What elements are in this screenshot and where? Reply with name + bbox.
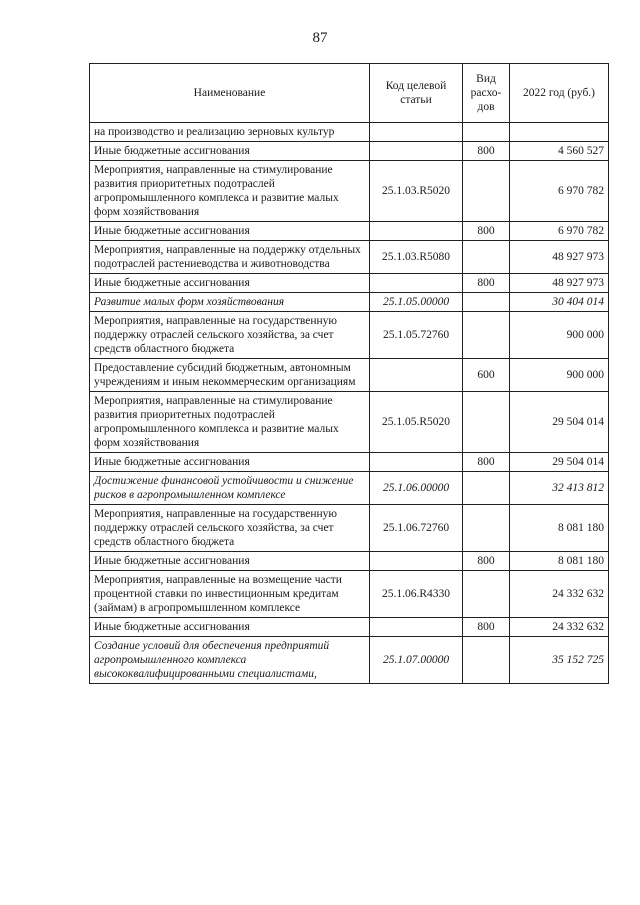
cell-vid: 800	[463, 618, 510, 637]
cell-code: 25.1.06.R4330	[370, 571, 463, 618]
cell-vid	[463, 312, 510, 359]
cell-sum: 35 152 725	[510, 637, 609, 684]
cell-vid: 800	[463, 274, 510, 293]
cell-sum: 8 081 180	[510, 505, 609, 552]
cell-sum: 6 970 782	[510, 222, 609, 241]
cell-code: 25.1.03.R5080	[370, 241, 463, 274]
table-row	[90, 505, 609, 552]
table-row	[90, 453, 609, 472]
cell-code	[370, 142, 463, 161]
table-row	[90, 618, 609, 637]
cell-sum: 900 000	[510, 312, 609, 359]
cell-code	[370, 274, 463, 293]
cell-name: Мероприятия, направленные на поддержку отдельных подотраслей растениеводства и животноводства	[90, 241, 370, 274]
cell-sum: 48 927 973	[510, 241, 609, 274]
table-row	[90, 392, 609, 453]
cell-vid	[463, 123, 510, 142]
cell-name: Достижение финансовой устойчивости и снижение рисков в агропромышленном комплексе	[90, 472, 370, 505]
table-row	[90, 472, 609, 505]
cell-vid	[463, 505, 510, 552]
cell-code	[370, 618, 463, 637]
page-number: 87	[312, 30, 328, 46]
budget-table	[89, 63, 609, 684]
cell-code	[370, 222, 463, 241]
header-name: Наименование	[90, 64, 370, 123]
cell-code: 25.1.06.00000	[370, 472, 463, 505]
cell-sum: 4 560 527	[510, 142, 609, 161]
cell-name: Мероприятия, направленные на стимулирование развития приоритетных подотраслей агропромышленного комплекса и развитие малых форм хозяйствования	[90, 161, 370, 222]
table-row	[90, 241, 609, 274]
cell-sum: 8 081 180	[510, 552, 609, 571]
cell-name: Иные бюджетные ассигнования	[90, 552, 370, 571]
table-row	[90, 222, 609, 241]
cell-sum: 900 000	[510, 359, 609, 392]
table-row	[90, 161, 609, 222]
cell-vid	[463, 571, 510, 618]
cell-name: Мероприятия, направленные на стимулирование развития приоритетных подотраслей агропромышленного комплекса и развитие малых форм хозяйствования	[90, 392, 370, 453]
cell-sum: 6 970 782	[510, 161, 609, 222]
table-row	[90, 637, 609, 684]
cell-code	[370, 123, 463, 142]
table-row	[90, 274, 609, 293]
cell-sum: 32 413 812	[510, 472, 609, 505]
cell-vid: 800	[463, 453, 510, 472]
cell-vid	[463, 392, 510, 453]
cell-sum: 24 332 632	[510, 571, 609, 618]
header-sum: 2022 год (руб.)	[510, 64, 609, 123]
table-row	[90, 552, 609, 571]
header-vid: Вид расхо-дов	[463, 64, 510, 123]
cell-name: Иные бюджетные ассигнования	[90, 222, 370, 241]
cell-vid	[463, 637, 510, 684]
cell-code: 25.1.03.R5020	[370, 161, 463, 222]
cell-vid	[463, 472, 510, 505]
table-row	[90, 142, 609, 161]
table-row	[90, 123, 609, 142]
cell-code: 25.1.06.72760	[370, 505, 463, 552]
cell-vid: 600	[463, 359, 510, 392]
table-row	[90, 312, 609, 359]
cell-name: Развитие малых форм хозяйствования	[90, 293, 370, 312]
cell-name: Иные бюджетные ассигнования	[90, 618, 370, 637]
cell-code: 25.1.05.R5020	[370, 392, 463, 453]
cell-name: Предоставление субсидий бюджетным, автономным учреждениям и иным некоммерческим организациям	[90, 359, 370, 392]
cell-vid	[463, 241, 510, 274]
cell-sum: 29 504 014	[510, 453, 609, 472]
cell-vid	[463, 161, 510, 222]
cell-vid: 800	[463, 142, 510, 161]
cell-vid: 800	[463, 222, 510, 241]
cell-name: Мероприятия, направленные на возмещение части процентной ставки по инвестиционным кредитам (займам) в агропромышленном комплексе	[90, 571, 370, 618]
cell-sum: 29 504 014	[510, 392, 609, 453]
cell-name: Создание условий для обеспечения предприятий агропромышленного комплекса высококвалифицированными специалистами,	[90, 637, 370, 684]
cell-sum: 48 927 973	[510, 274, 609, 293]
cell-name: Иные бюджетные ассигнования	[90, 142, 370, 161]
cell-code	[370, 453, 463, 472]
cell-sum	[510, 123, 609, 142]
table-row	[90, 359, 609, 392]
cell-code: 25.1.07.00000	[370, 637, 463, 684]
cell-name: Иные бюджетные ассигнования	[90, 453, 370, 472]
cell-sum: 30 404 014	[510, 293, 609, 312]
cell-name: на производство и реализацию зерновых культур	[90, 123, 370, 142]
cell-code: 25.1.05.00000	[370, 293, 463, 312]
table-header-row	[90, 64, 609, 123]
cell-code: 25.1.05.72760	[370, 312, 463, 359]
header-code: Код целевой статьи	[370, 64, 463, 123]
cell-sum: 24 332 632	[510, 618, 609, 637]
cell-vid	[463, 293, 510, 312]
table-row	[90, 293, 609, 312]
table-row	[90, 571, 609, 618]
cell-name: Мероприятия, направленные на государственную поддержку отраслей сельского хозяйства, за счет средств областного бюджета	[90, 312, 370, 359]
cell-code	[370, 552, 463, 571]
cell-code	[370, 359, 463, 392]
cell-name: Мероприятия, направленные на государственную поддержку отраслей сельского хозяйства, за счет средств областного бюджета	[90, 505, 370, 552]
cell-vid: 800	[463, 552, 510, 571]
cell-name: Иные бюджетные ассигнования	[90, 274, 370, 293]
